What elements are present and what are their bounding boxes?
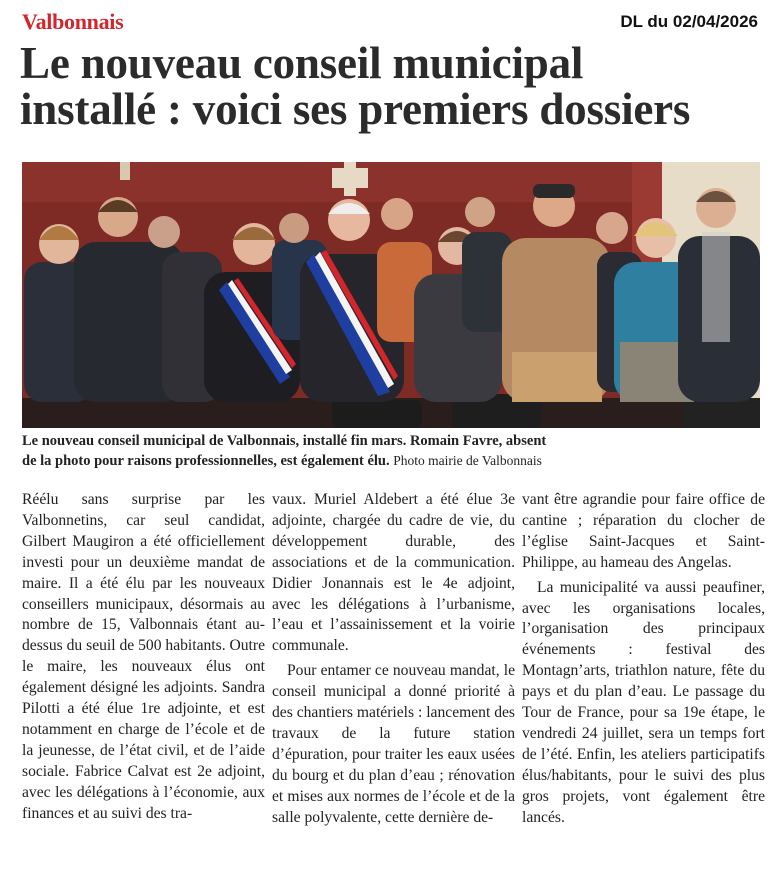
article-column-1 — [22, 490, 265, 825]
caption-bold-line-2: de la photo pour raisons professionnelles, est également élu. — [22, 453, 390, 469]
article-paragraph: vaux. Muriel Aldebert a été élue 3e adjointe, chargée du cadre de vie, du développement durable, des associations et de la communication. Didier Jonannais est le 4e adjoint, avec les délégations à l’urbanisme, l’eau et l’assainissement et la voirie communale. — [272, 491, 515, 655]
group-photo — [22, 162, 760, 428]
article-paragraph: vant être agrandie pour faire office de cantine ; réparation du clocher de l’église Saint-Jacques et Saint-Philippe, au hameau des Angelas. — [522, 491, 765, 571]
section-kicker: Valbonnais — [22, 9, 124, 34]
photo-caption — [22, 432, 762, 471]
article-column-2 — [272, 490, 515, 829]
group-photo-illustration — [22, 162, 760, 428]
article-column-3 — [522, 490, 765, 829]
article-paragraph: Pour entamer ce nouveau mandat, le conseil municipal a donné priorité à des chantiers matériels : lancement des travaux de la future station d’épuration, pour traiter les eaux usées du bourg et du plan d’eau ; rénovation et mises aux normes de l’école et de la salle polyvalente, cette dernière de- — [272, 662, 515, 826]
caption-bold-line-1: Le nouveau conseil municipal de Valbonnais, installé fin mars. Romain Favre, absent — [22, 433, 547, 449]
article-paragraph: Réélu sans surprise par les Valbonnetins, car seul candidat, Gilbert Maugiron a été officiellement investi pour un deuxième mandat de maire. Il a été élu par les nouveaux conseillers municipaux, désormais au nombre de 15, Valbonnais étant au-dessus du seuil de 500 habitants. Outre le maire, les nouveaux élus ont également désigné les adjoints. Sandra Pilotti a été élue 1re adjointe, et est notamment en charge de l’école et de la jeunesse, de l’état civil, et de l’aide sociale. Fabrice Calvat est 2e adjoint, avec les délégations à l’économie, aux finances et au suivi des tra- — [22, 491, 265, 822]
publication-date: DL du 02/04/2026 — [620, 12, 758, 31]
headline — [20, 40, 760, 132]
photo-credit: Photo mairie de Valbonnais — [393, 453, 542, 468]
article-paragraph: La municipalité va aussi peaufiner, avec les organisations locales, l’organisation des principaux événements : festival des Montagn’arts, triathlon nature, fête du pays et du plan d’eau. Le passage du Tour de France, pour sa 19e étape, le vendredi 24 juillet, sera un temps fort de l’été. Enfin, les ateliers participatifs élus/habitants, pour le suivi des plus gros projets, vont également être lancés. — [522, 578, 765, 826]
headline-line-1: Le nouveau conseil municipal — [20, 38, 584, 88]
headline-line-2: installé : voici ses premiers dossiers — [20, 84, 691, 134]
